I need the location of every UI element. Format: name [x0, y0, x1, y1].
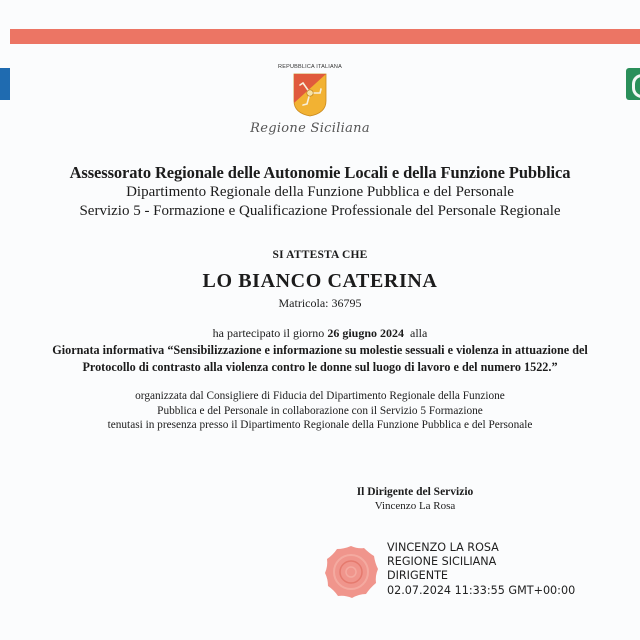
recipient-name: LO BIANCO CATERINA [202, 270, 438, 292]
trinacria-shield-icon [293, 73, 327, 115]
header-color-bar [10, 29, 640, 44]
digital-signature-info [387, 541, 575, 598]
left-logo-fragment [0, 68, 10, 100]
signatory-name: Vincenzo La Rosa [374, 500, 456, 512]
organizer-line-2: Pubblica e del Personale in collaborazione con il Servizio 5 Formazione [157, 405, 483, 417]
attesta-label: SI ATTESTA CHE [272, 249, 368, 261]
region-emblem [240, 64, 380, 136]
dipartimento-subtitle: Dipartimento Regionale della Funzione Pubblica e del Personale [126, 184, 514, 200]
signatory-title: Il Dirigente del Servizio [356, 486, 474, 498]
matricola-number: Matricola: 36795 [278, 296, 362, 310]
assessorato-title: Assessorato Regionale delle Autonomie Locali e della Funzione Pubblica [69, 163, 571, 182]
organizer-line-3: tenutasi in presenza presso il Dipartimento Regionale della Funzione Pubblica e del Personale [107, 419, 533, 431]
wax-seal-icon [322, 543, 380, 601]
organizer-line-1: organizzata dal Consigliere di Fiducia del Dipartimento Regionale della Funzione [135, 390, 505, 402]
signature-block [330, 486, 500, 512]
participation-line [0, 326, 640, 341]
event-title-line-1: Giornata informativa “Sensibilizzazione e informazione su molestie sessuali e violenza in attuazione del [52, 343, 588, 357]
participation-prefix: ha partecipato il giorno [212, 326, 328, 340]
servizio-subtitle: Servizio 5 - Formazione e Qualificazione Professionale del Personale Regionale [79, 203, 561, 219]
event-title-line-2: Protocollo di contrasto alla violenza contro le donne sul luogo di lavoro e del numero 1522.” [82, 360, 558, 374]
participation-suffix: alla [404, 326, 428, 340]
digital-signer-organization: REGIONE SICILIANA [387, 555, 497, 569]
participation-date: 26 giugno 2024 [327, 326, 404, 340]
digital-signature-timestamp: 02.07.2024 11:33:55 GMT+00:00 [387, 583, 576, 597]
emblem-caption: REPUBBLICA ITALIANA [278, 64, 342, 70]
right-logo-fragment [626, 68, 640, 100]
digital-signer-role: DIRIGENTE [387, 569, 448, 583]
region-name: Regione Siciliana [250, 121, 370, 136]
digital-signer-name: VINCENZO LA ROSA [387, 541, 499, 554]
